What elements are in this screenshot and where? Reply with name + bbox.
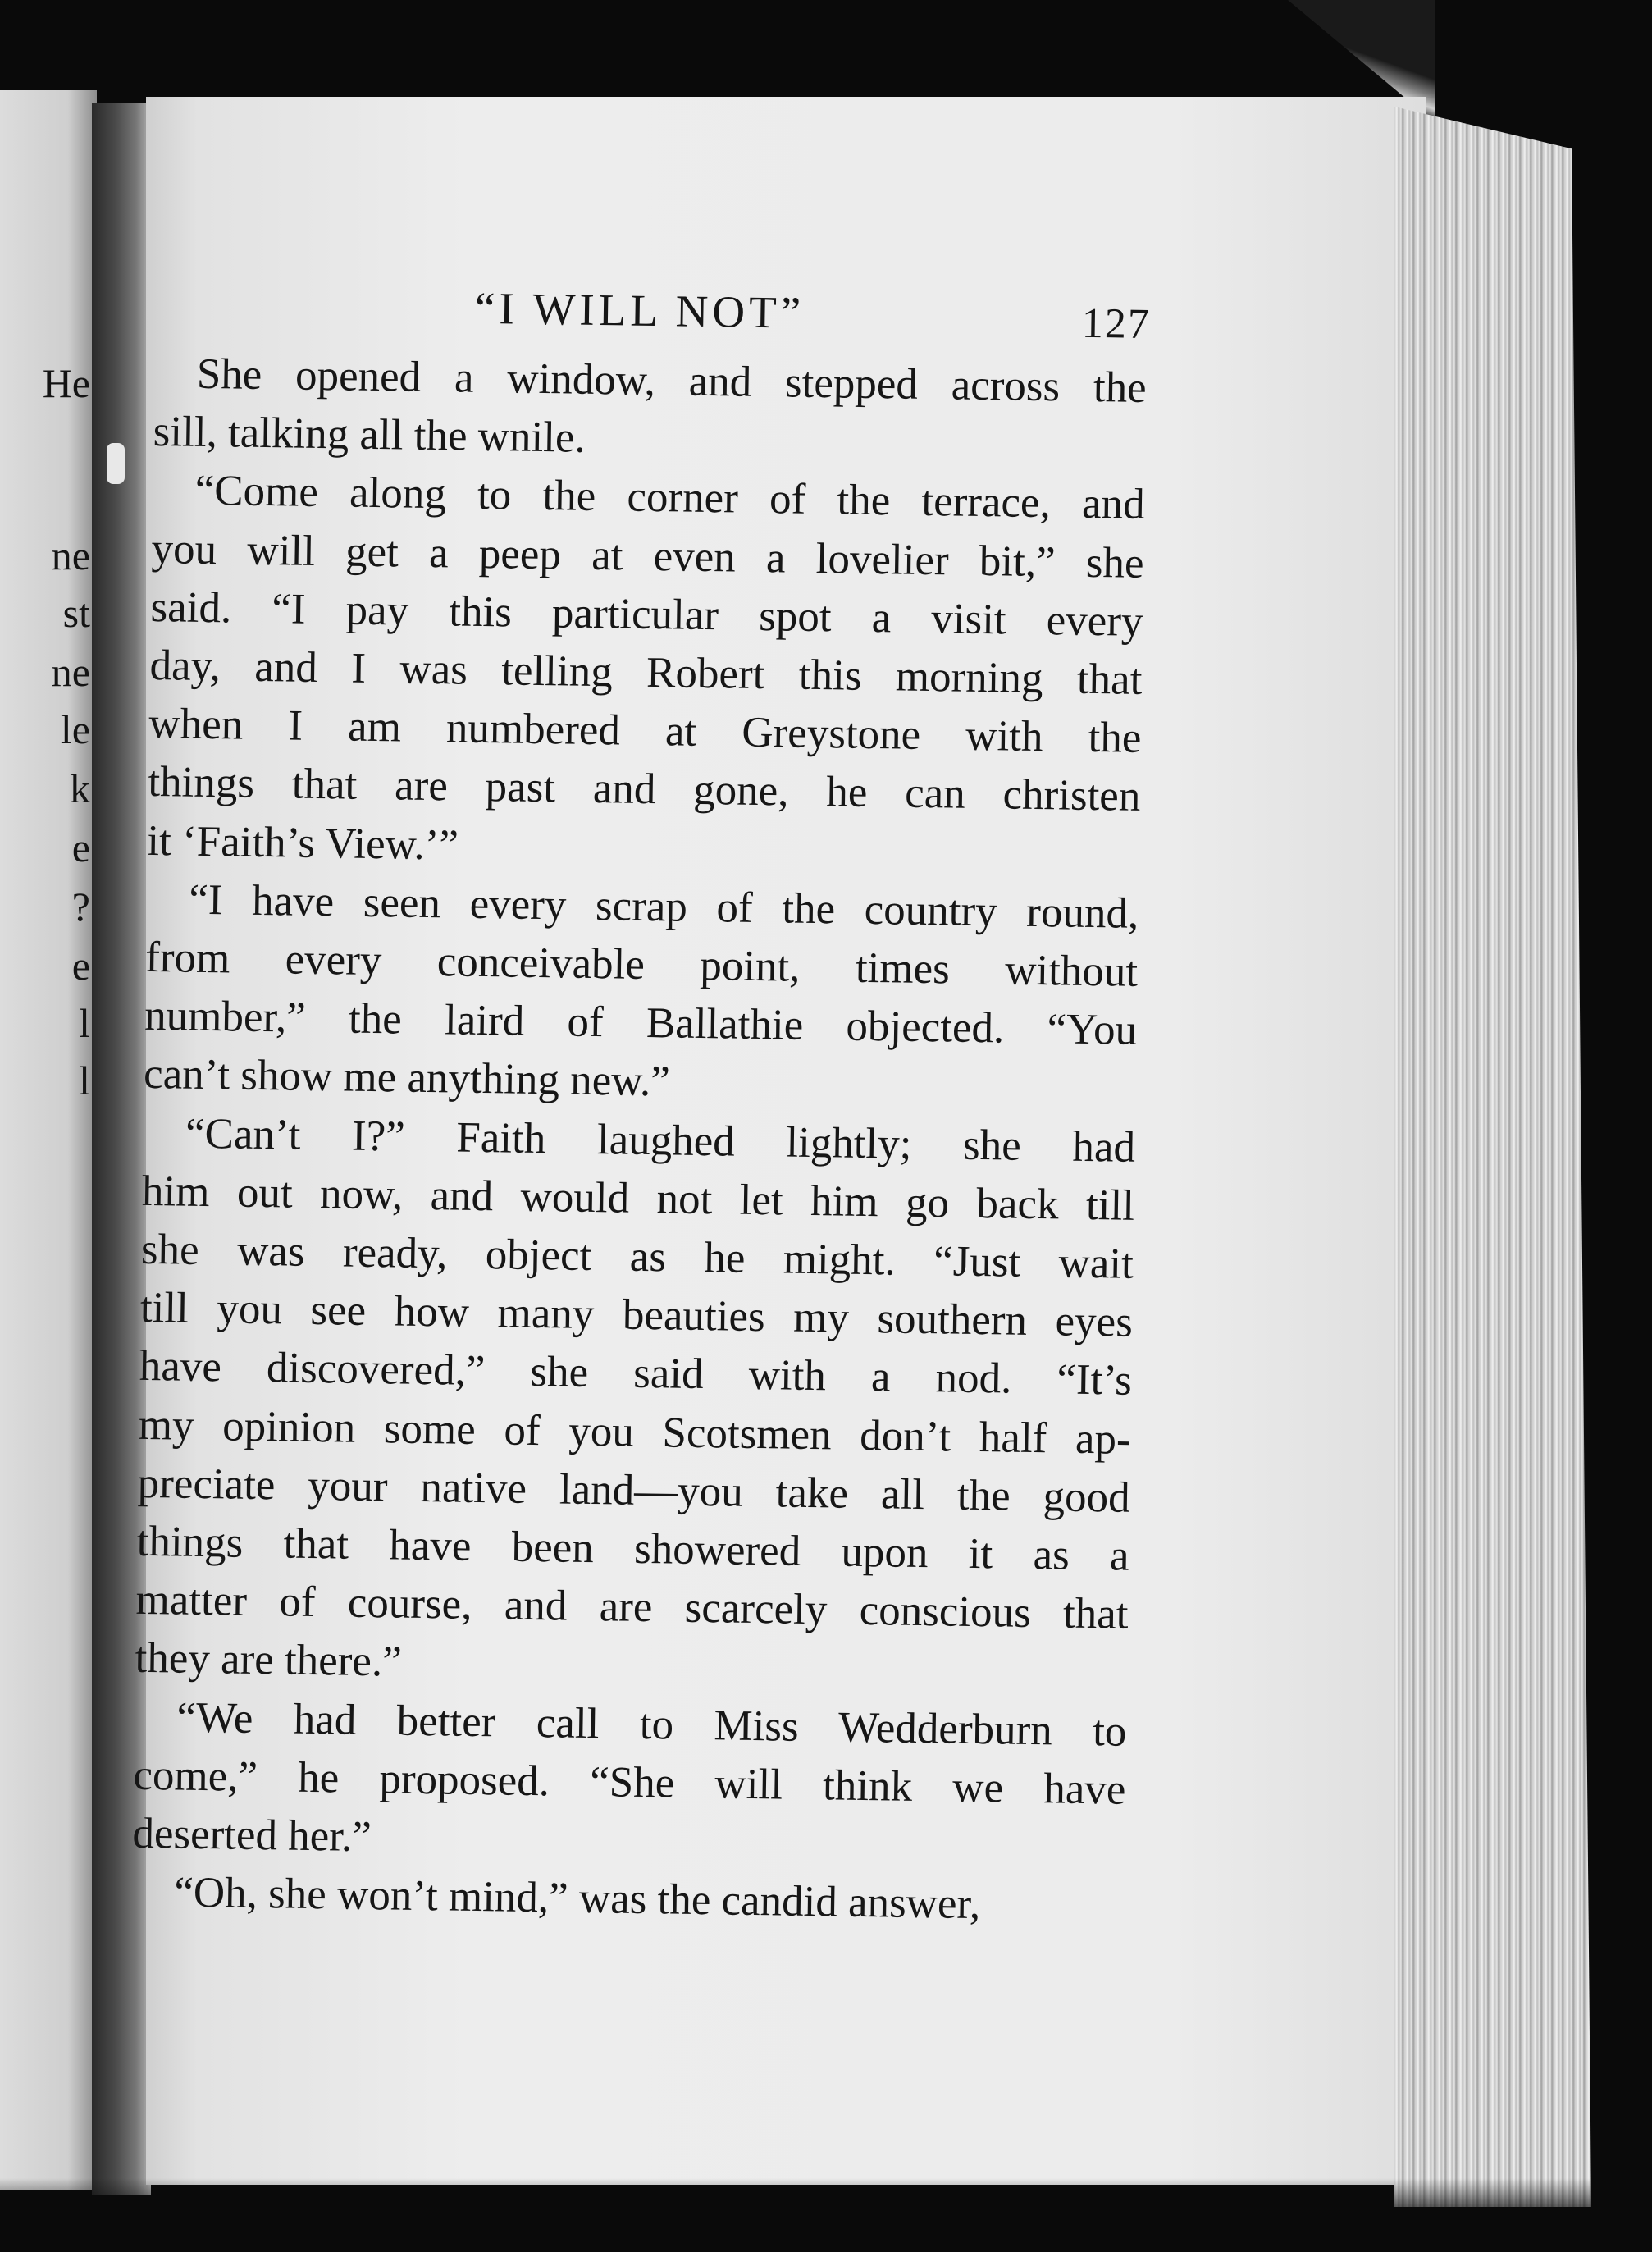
left-page-fragment: ne [51, 649, 90, 695]
page-header [154, 254, 1152, 359]
text-line: “I have seen every scrap of the country round, [188, 875, 1139, 938]
text-line: things that have been showered upon it as a [136, 1517, 1130, 1580]
text-line: you will get a peep at even a lovelier bit,” she [151, 524, 1144, 587]
page-text [131, 254, 1152, 1936]
left-page-fragment: st [62, 590, 90, 636]
text-line: things that are past and gone, he can christen [148, 758, 1141, 821]
page-edges [1394, 107, 1641, 2207]
text-line: when I am numbered at Greystone with the [148, 700, 1142, 763]
text-line: my opinion some of you Scotsmen don’t half ap- [138, 1400, 1132, 1464]
paragraph [135, 1104, 1135, 1703]
body-text [131, 345, 1147, 1936]
running-head: “I WILL NOT” [474, 282, 805, 338]
text-line: “We had better call to Miss Wedderburn to [176, 1693, 1127, 1756]
gutter-mark [107, 443, 125, 484]
text-line: “Oh, she won’t mind,” was the candid answer, [173, 1868, 981, 1929]
text-line: She opened a window, and stepped across the [196, 349, 1148, 412]
text-line: sill, talking all the wnile. [153, 408, 586, 462]
text-line: it ‘Faith’s View.’” [146, 816, 459, 870]
text-line: deserted her.” [132, 1809, 372, 1861]
text-line: till you see how many beauties my southern eyes [139, 1284, 1134, 1347]
left-page-edge [0, 90, 97, 2190]
text-line: said. “I pay this particular spot a visit every [150, 582, 1143, 646]
text-line: number,” the laird of Ballathie objected. “You [144, 992, 1138, 1055]
left-page-fragment: e [71, 943, 90, 989]
text-line: they are there.” [135, 1634, 403, 1687]
left-page-fragment: ne [51, 532, 90, 578]
left-page-fragment: k [70, 765, 90, 811]
left-page-fragment: l [79, 1057, 90, 1103]
left-page-fragment: e [71, 825, 90, 870]
left-page-fragment: le [60, 706, 90, 752]
left-page-fragment: He [42, 360, 90, 406]
text-line: preciate your native land—you take all the good [137, 1459, 1131, 1522]
text-line: “Can’t I?” Faith laughed lightly; she had [185, 1109, 1136, 1172]
left-page-fragment: l [79, 1000, 90, 1046]
paragraph [147, 461, 1145, 884]
text-line: she was ready, object as he might. “Just wait [140, 1225, 1134, 1288]
text-line: matter of course, and are scarcely conscious that [135, 1576, 1129, 1639]
text-line: day, and I was telling Robert this morning that [149, 641, 1143, 704]
text-line: from every conceivable point, times without [144, 933, 1139, 996]
text-line: him out now, and would not let him go back till [141, 1167, 1135, 1230]
text-line: have discovered,” she said with a nod. “It’s [139, 1342, 1133, 1405]
paragraph [153, 345, 1147, 476]
paragraph [132, 1688, 1127, 1878]
text-line: come,” he proposed. “She will think we have [133, 1751, 1126, 1814]
left-page-fragment: ? [71, 884, 90, 930]
text-line: “Come along to the corner of the terrace, and [194, 467, 1146, 529]
paragraph [144, 870, 1139, 1119]
page-number: 127 [1081, 299, 1152, 348]
text-line: can’t show me anything new.” [143, 1050, 671, 1106]
bottom-shadow [0, 2178, 1652, 2252]
